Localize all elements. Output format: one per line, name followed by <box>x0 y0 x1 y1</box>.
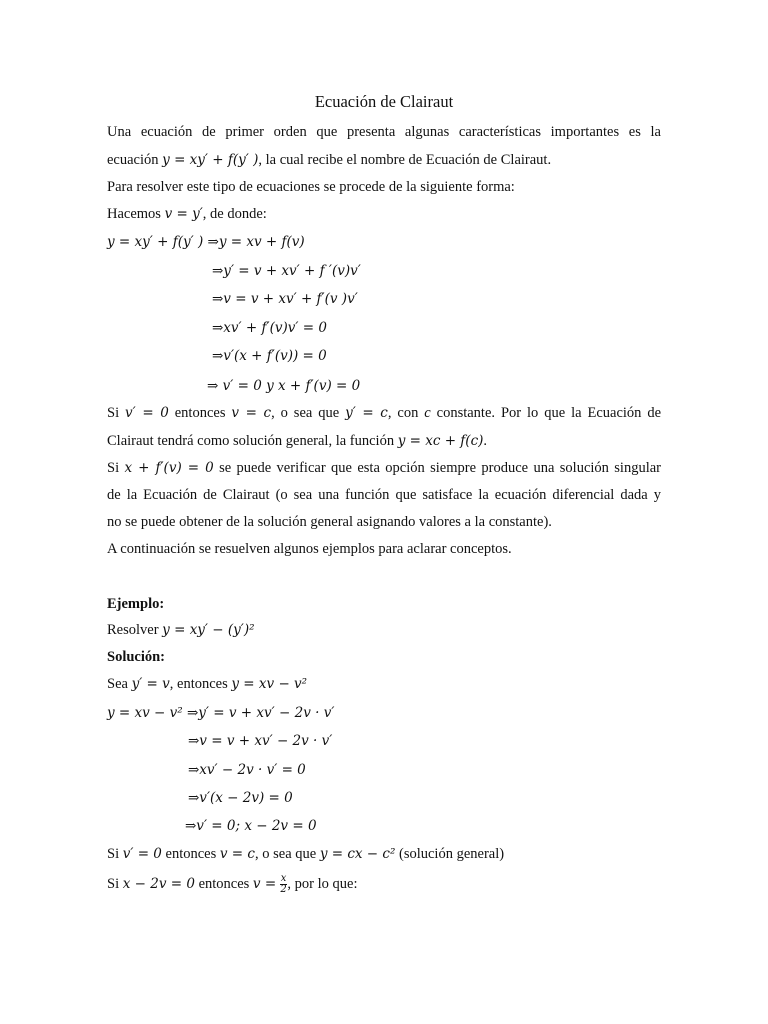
solution-heading: Solución: <box>107 649 166 665</box>
general-solution-math: y = cx − c² <box>319 846 396 862</box>
solution-step-2: ⇒v = v + xv′ − 2v · v′ <box>188 733 333 749</box>
example-statement <box>107 620 255 640</box>
text: , entonces <box>169 676 232 692</box>
math: y′ = v <box>131 676 170 692</box>
constant-c: c <box>424 405 431 421</box>
math: v = c <box>231 405 272 421</box>
math: x − 2v = 0 <box>122 876 195 892</box>
intro-text: , de donde: <box>202 206 267 222</box>
text: se puede verificar que esta opción siempre produce una solución singular <box>213 460 662 476</box>
text: , o sea que <box>254 846 320 862</box>
math: v = <box>252 876 277 892</box>
derivation-step-2: ⇒y′ = v + xv′ + f ′(v)v′ <box>212 263 361 279</box>
text: , con <box>387 405 425 421</box>
derivation-step-3: ⇒v = v + xv′ + f′(v )v′ <box>212 291 358 307</box>
example-heading: Ejemplo: <box>107 596 165 612</box>
intro-line-1: Una ecuación de primer orden que presenta algunas características importantes es la <box>107 124 661 140</box>
text: entonces <box>161 846 220 862</box>
text: Si <box>107 876 123 892</box>
intro-text: ecuación <box>107 152 163 168</box>
intro-line-4 <box>107 204 267 224</box>
text: entonces <box>194 876 253 892</box>
discussion-line-4: de la Ecuación de Clairaut (o sea una función que satisface la ecuación diferencial dada y <box>107 487 661 503</box>
page-title: Ecuación de Clairaut <box>314 92 454 111</box>
discussion-line-5: no se puede obtener de la solución general asignando valores a la constante). <box>107 514 552 530</box>
text: Clairaut tendrá como solución general, la función <box>107 433 398 449</box>
math: x + f′(v) = 0 <box>124 460 214 476</box>
solution-step-1: y = xv − v² ⇒y′ = v + xv′ − 2v · v′ <box>107 705 335 721</box>
text: , por lo que: <box>287 876 358 892</box>
discussion-line-6: A continuación se resuelven algunos ejemplos para aclarar conceptos. <box>107 541 512 557</box>
text: Resolver <box>107 622 163 638</box>
substitution-math: v = y′ <box>164 206 203 222</box>
intro-text: , la cual recibe el nombre de Ecuación de Clairaut. <box>258 152 552 168</box>
fraction-numerator: x <box>280 873 287 885</box>
intro-text: Hacemos <box>107 206 165 222</box>
text: constante. Por lo que la Ecuación de <box>430 405 662 421</box>
intro-line-2 <box>107 150 551 170</box>
derivation-step-6: ⇒ v′ = 0 y x + f′(v) = 0 <box>207 378 361 394</box>
text: Si <box>107 405 126 421</box>
text: Si <box>107 846 123 862</box>
math: v′ = 0 <box>125 405 169 421</box>
math: y = xv − v² <box>231 676 308 692</box>
text: entonces <box>168 405 232 421</box>
derivation-step-4: ⇒xv′ + f′(v)v′ = 0 <box>212 320 327 336</box>
general-solution-math: y = xc + f(c) <box>397 433 484 449</box>
intro-line-3: Para resolver este tipo de ecuaciones se procede de la siguiente forma: <box>107 179 515 195</box>
derivation-step-5: ⇒v′(x + f′(v)) = 0 <box>212 348 327 364</box>
discussion-line-3 <box>107 458 661 478</box>
math: v′ = 0 <box>122 846 162 862</box>
example-equation: y = xy′ − (y′)² <box>162 622 255 638</box>
solution-step-5: ⇒v′ = 0; x − 2v = 0 <box>185 818 317 834</box>
text: . <box>483 433 488 449</box>
math: v = c <box>219 846 255 862</box>
text: Sea <box>107 676 132 692</box>
text: , o sea que <box>271 405 346 421</box>
discussion-line-1 <box>107 403 661 423</box>
math: y′ = c <box>345 405 388 421</box>
solution-step-3: ⇒xv′ − 2v · v′ = 0 <box>188 762 306 778</box>
singular-solution-line <box>107 874 358 895</box>
solution-step-4: ⇒v′(x − 2v) = 0 <box>188 790 293 806</box>
text: Si <box>107 460 125 476</box>
general-solution-line <box>107 844 504 864</box>
fraction-denominator: 2 <box>280 884 287 896</box>
derivation-step-1: y = xy′ + f(y′ ) ⇒y = xv + f(v) <box>107 234 305 250</box>
clairaut-equation: y = xy′ + f(y′ ) <box>162 152 259 168</box>
solution-line-1 <box>107 674 307 694</box>
discussion-line-2 <box>107 431 487 451</box>
text: (solución general) <box>395 846 505 862</box>
